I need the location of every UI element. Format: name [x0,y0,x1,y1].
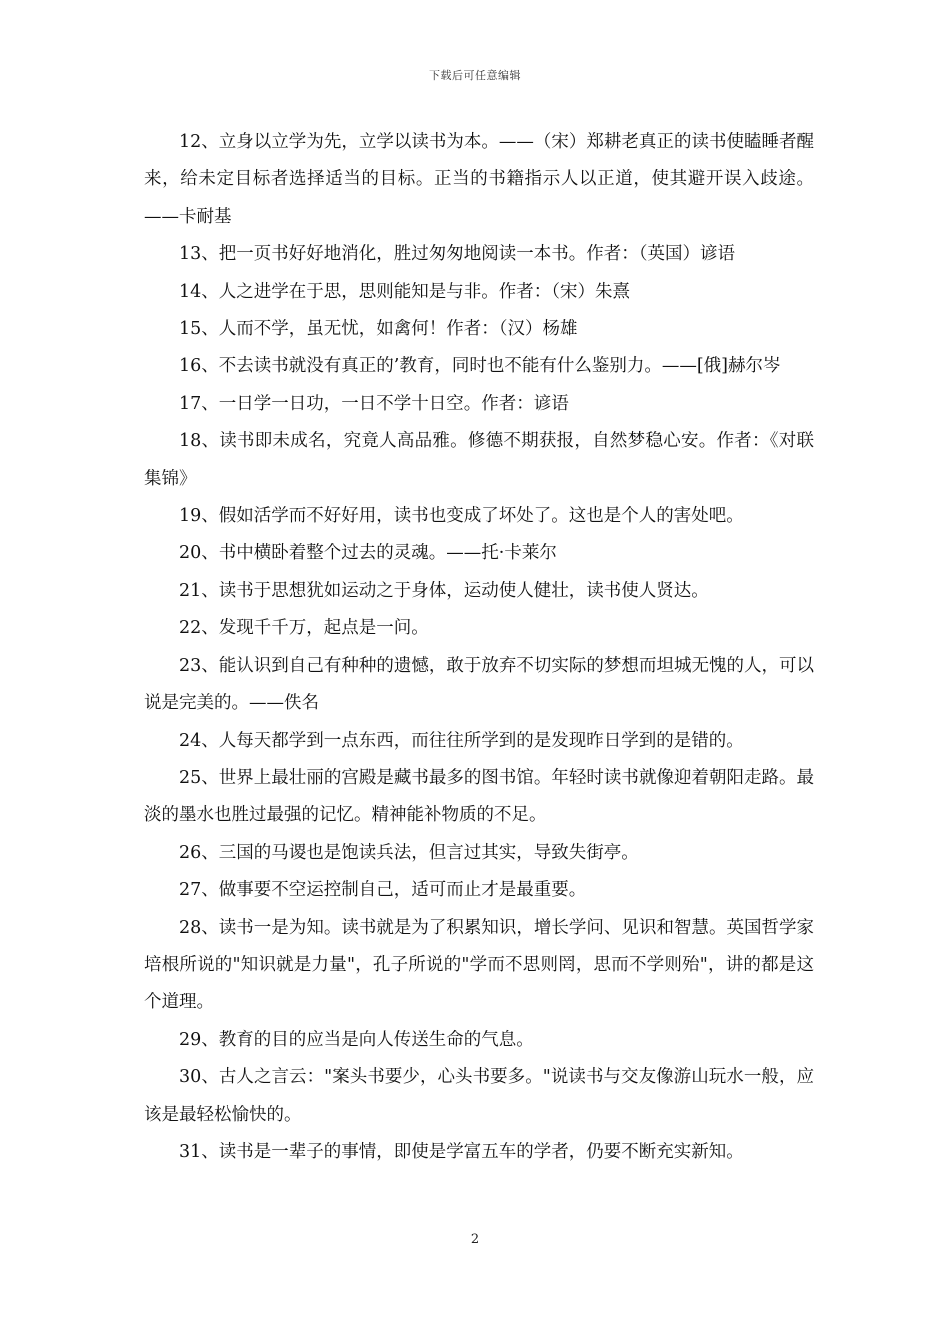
paragraph-25: 25、世界上最壮丽的宫殿是藏书最多的图书馆。年轻时读书就像迎着朝阳走路。最淡的墨水也胜过最强的记忆。精神能补物质的不足。 [144,767,814,826]
paragraph-26: 26、三国的马谡也是饱读兵法，但言过其实，导致失街亭。 [179,842,639,863]
paragraph-28: 28、读书一是为知。读书就是为了积累知识，增长学问、见识和智慧。英国哲学家培根所说的"知识就是力量"，孔子所说的"学而不思则罔，思而不学则殆"，讲的都是这个道理。 [144,917,814,1013]
paragraph-24: 24、人每天都学到一点东西，而往往所学到的是发现昨日学到的是错的。 [179,730,744,751]
paragraph-23: 23、能认识到自己有种种的遗憾，敢于放弃不切实际的梦想而坦城无愧的人，可以说是完美的。——佚名 [144,655,814,714]
paragraph-21: 21、读书于思想犹如运动之于身体，运动使人健壮，读书使人贤达。 [179,580,709,601]
paragraph-12: 12、立身以立学为先，立学以读书为本。——（宋）郑耕老真正的读书使瞌睡者醒来，给未定目标者选择适当的目标。正当的书籍指示人以正道，使其避开误入歧途。——卡耐基 [144,132,814,227]
paragraph-17: 17、一日学一日功，一日不学十日空。作者：谚语 [179,393,569,414]
paragraph-15: 15、人而不学，虽无忧，如禽何！作者：（汉）杨雄 [179,319,578,340]
paragraph-30: 30、古人之言云："案头书要少，心头书要多。"说读书与交友像游山玩水一般，应该是最轻松愉快的。 [144,1067,814,1125]
page-number: 2 [470,1232,480,1247]
paragraph-16: 16、不去读书就没有真正的’教育，同时也不能有什么鉴别力。——[俄]赫尔岑 [179,356,781,377]
paragraph-27: 27、做事要不空运控制自己，适可而止才是最重要。 [179,880,587,901]
paragraph-18: 18、读书即未成名，究竟人高品雅。修德不期获报，自然梦稳心安。作者：《对联集锦》 [144,431,814,489]
paragraph-20: 20、书中横卧着整个过去的灵魂。——托·卡莱尔 [179,543,557,564]
page-header: 下载后可任意编辑 [429,69,521,82]
paragraph-14: 14、人之进学在于思，思则能知是与非。作者：（宋）朱熹 [179,281,631,302]
paragraph-31: 31、读书是一辈子的事情，即使是学富五车的学者，仍要不断充实新知。 [179,1141,744,1162]
document-body [144,124,814,1171]
paragraph-22: 22、发现千千万，起点是一问。 [179,618,429,639]
paragraph-19: 19、假如活学而不好好用，读书也变成了坏处了。这也是个人的害处吧。 [179,506,744,527]
paragraph-29: 29、教育的目的应当是向人传送生命的气息。 [179,1029,534,1050]
paragraph-13: 13、把一页书好好地消化，胜过匆匆地阅读一本书。作者：（英国）谚语 [179,244,736,265]
